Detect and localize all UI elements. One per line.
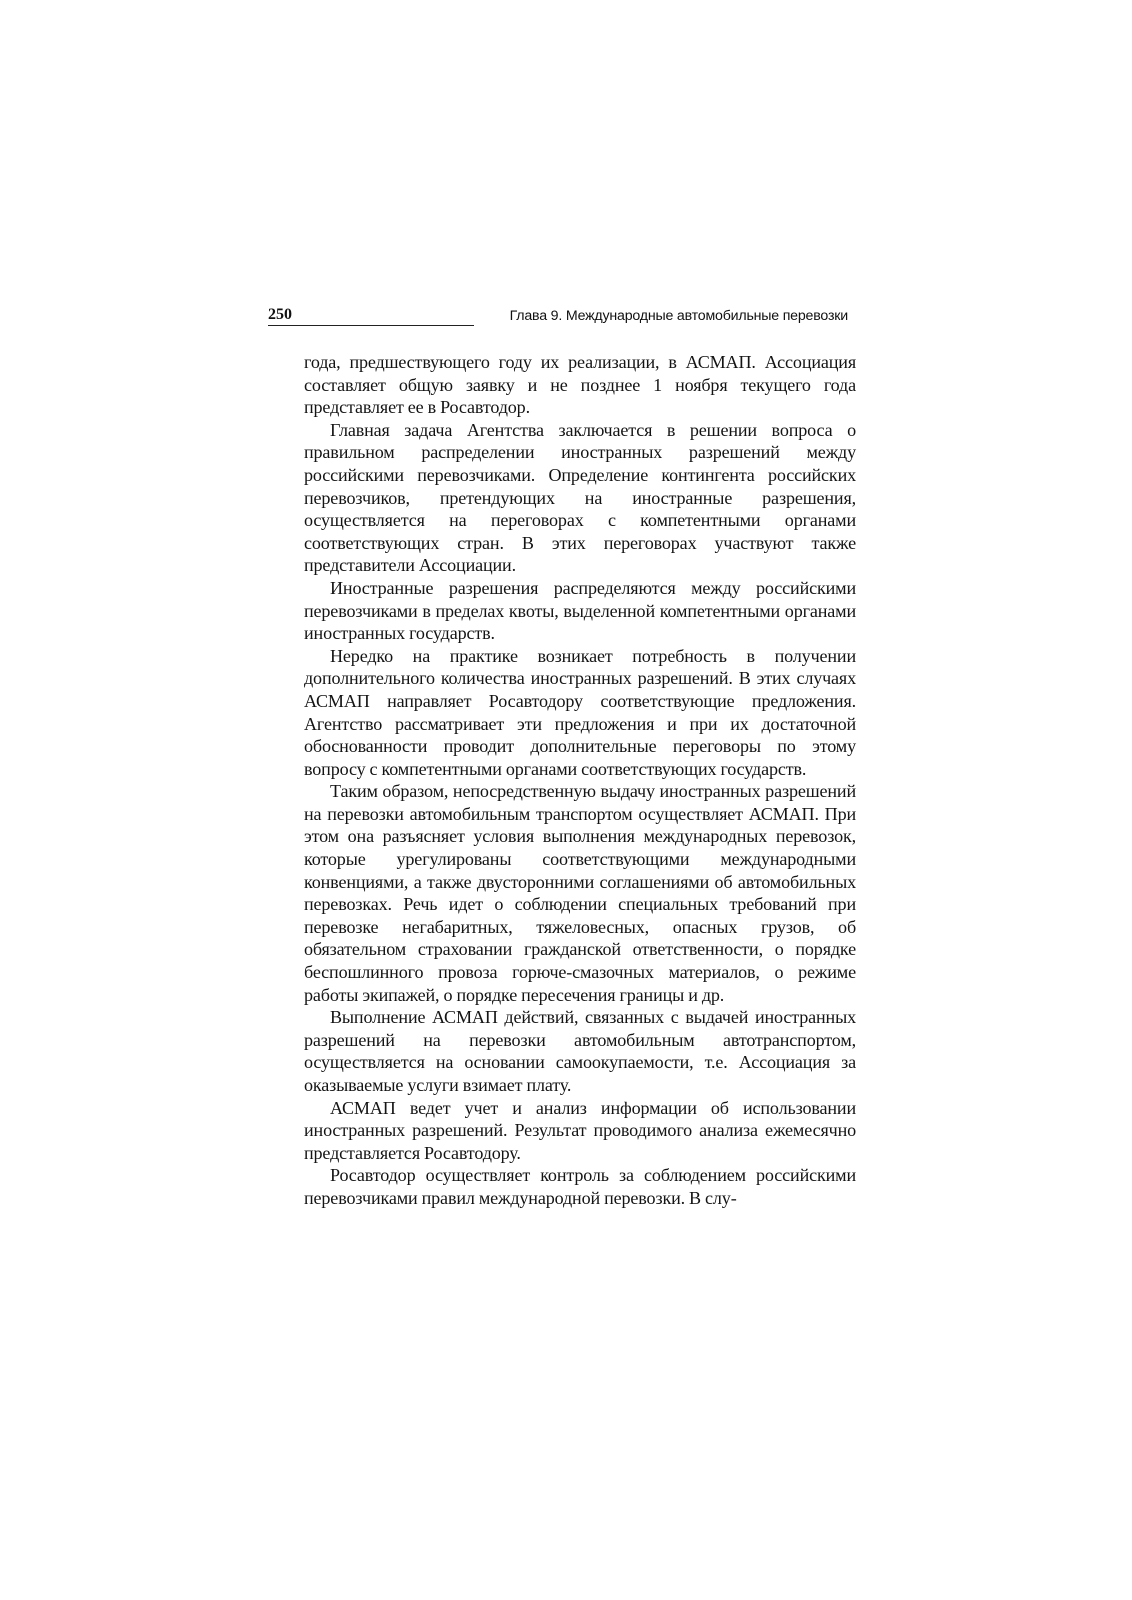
- body-text: [304, 351, 856, 1210]
- paragraph: Иностранные разрешения распределяются между российскими перевозчиками в пределах квоты, выделенной компетентными органами иностранных государств.: [304, 577, 856, 644]
- page-number: 250: [268, 306, 292, 323]
- running-header: [268, 306, 848, 328]
- header-rule: [268, 325, 474, 326]
- paragraph: АСМАП ведет учет и анализ информации об использовании иностранных разрешений. Результат проводимого анализа ежемесячно представляется Росавтодору.: [304, 1097, 856, 1163]
- paragraph: года, предшествующего году их реализации, в АСМАП. Ассоциация составляет общую заявку и не позднее 1 ноября текущего года представляет ее в Росавтодор.: [304, 352, 856, 418]
- paragraph: Таким образом, непосредственную выдачу иностранных разрешений на перевозки автомобильным транспортом осуществляет АСМАП. При этом она разъясняет условия выполнения международных перевозок, которые урегулированы соответствующими международными конвенциями, а также двусторонними соглашениями об автомобильных перевозках. Речь идет о соблюдении специальных требований при перевозке негабаритных, тяжеловесных, опасных грузов, об обязательном страховании гражданской ответственности, о порядке беспошлинного провоза горюче-смазочных материалов, о режиме работы экипажей, о порядке пересечения границы и др.: [304, 781, 856, 1005]
- paragraph: Главная задача Агентства заключается в решении вопроса о правильном распределении иностранных разрешений между российскими перевозчиками. Определение контингента российских перевозчиков, претендующих на иностранные разрешения, осуществляется на переговорах с компетентными органами соответствующих стран. В этих переговорах участвуют также представители Ассоциации.: [304, 419, 856, 576]
- chapter-title: Глава 9. Международные автомобильные перевозки: [509, 308, 848, 324]
- paragraph: Росавтодор осуществляет контроль за соблюдением российскими перевозчиками правил международной перевозки. В слу-: [304, 1165, 856, 1208]
- paragraph: Нередко на практике возникает потребность в получении дополнительного количества иностранных разрешений. В этих случаях АСМАП направляет Росавтодору соответствующие предложения. Агентство рассматривает эти предложения и при их достаточной обоснованности проводит дополнительные переговоры по этому вопросу с компетентными органами соответствующих государств.: [304, 645, 856, 779]
- paragraph: Выполнение АСМАП действий, связанных с выдачей иностранных разрешений на перевозки автомобильным автотранспортом, осуществляется на основании самоокупаемости, т.е. Ассоциация за оказываемые услуги взимает плату.: [304, 1007, 856, 1095]
